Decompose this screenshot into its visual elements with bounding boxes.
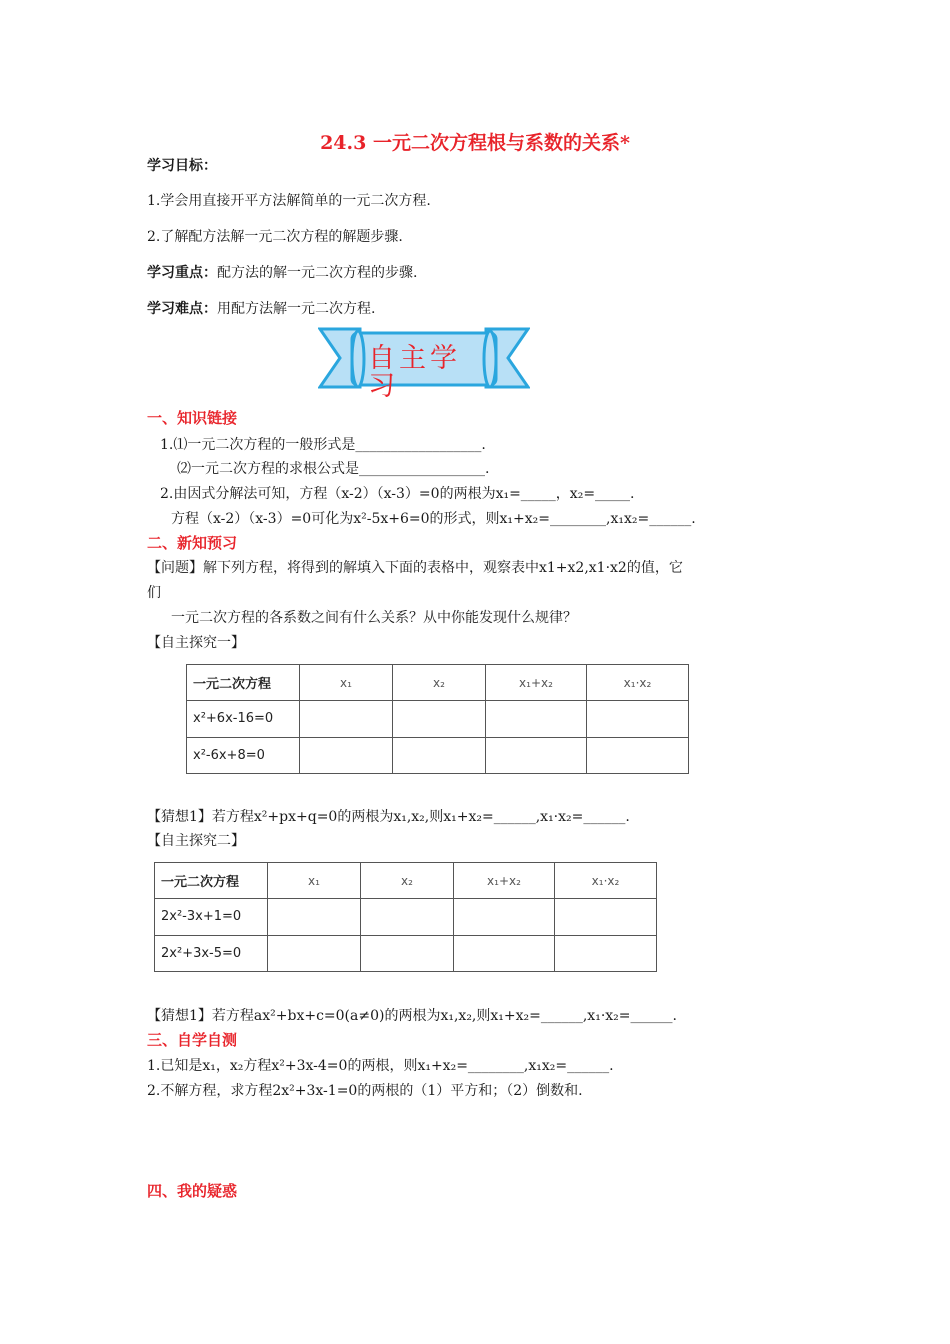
section2-heading: 二、新知预习	[147, 534, 238, 552]
problem-line: 一元二次方程的各系数之间有什么关系？从中你能发现什么规律？	[171, 610, 577, 626]
section3-heading: 三、自学自测	[147, 1031, 238, 1049]
answer-cell	[587, 737, 689, 773]
table-row	[187, 701, 689, 737]
table-header: x₁	[300, 665, 393, 701]
banner-right-curl	[484, 331, 496, 387]
answer-cell	[300, 701, 393, 737]
answer-cell	[268, 935, 361, 971]
table-row	[155, 899, 657, 935]
explore2-label: 【自主探究二】	[147, 833, 245, 849]
problem-line: 们	[147, 585, 161, 601]
answer-cell	[300, 737, 393, 773]
section3-line: 2.不解方程，求方程2x²+3x-1=0的两根的（1）平方和；（2）倒数和.	[147, 1083, 583, 1099]
answer-cell	[454, 935, 555, 971]
section4-heading: 四、我的疑惑	[147, 1182, 238, 1200]
table-header: 一元二次方程	[155, 863, 268, 899]
table-header: x₂	[361, 863, 454, 899]
table-header: 一元二次方程	[187, 665, 300, 701]
self-study-banner	[318, 325, 530, 399]
answer-cell	[555, 899, 657, 935]
answer-cell	[486, 701, 587, 737]
explore1-label: 【自主探究一】	[147, 635, 245, 651]
answer-cell	[268, 899, 361, 935]
answer-cell	[393, 701, 486, 737]
answer-cell	[486, 737, 587, 773]
section1-heading: 一、知识链接	[147, 409, 238, 427]
table-header: x₁·x₂	[587, 665, 689, 701]
section1-line: 1.⑴一元二次方程的一般形式是__________________.	[160, 437, 486, 453]
table-header: x₁+x₂	[486, 665, 587, 701]
table-header: x₂	[393, 665, 486, 701]
page-title: 24.3 一元二次方程根与系数的关系*	[320, 132, 630, 154]
objective-item: 1.学会用直接开平方法解简单的一元二次方程.	[147, 193, 431, 209]
focus-text: 配方法的解一元二次方程的步骤.	[217, 265, 418, 281]
objective-item: 2.了解配方法解一元二次方程的解题步骤.	[147, 229, 403, 245]
table-header: x₁+x₂	[454, 863, 555, 899]
explore2-table	[154, 862, 657, 972]
equation-cell: x²+6x-16=0	[187, 701, 300, 737]
guess1-line: 【猜想1】若方程x²+px+q=0的两根为x₁,x₂,则x₁+x₂=______,x₁·x₂=______.	[147, 809, 630, 825]
answer-cell	[587, 701, 689, 737]
table-row	[187, 737, 689, 773]
table-row	[155, 935, 657, 971]
equation-cell: 2x²+3x-5=0	[155, 935, 268, 971]
answer-cell	[361, 899, 454, 935]
equation-cell: x²-6x+8=0	[187, 737, 300, 773]
objectives-label: 学习目标：	[147, 158, 217, 174]
difficulty-text: 用配方法解一元二次方程.	[217, 301, 376, 317]
banner-text-line1: 自主学	[368, 343, 461, 374]
section1-line: 2.由因式分解法可知，方程（x-2）（x-3）=0的两根为x₁=_____，x₂=_____.	[160, 486, 635, 502]
equation-cell: 2x²-3x+1=0	[155, 899, 268, 935]
table-header: x₁·x₂	[555, 863, 657, 899]
answer-cell	[555, 935, 657, 971]
problem-line: 【问题】解下列方程，将得到的解填入下面的表格中，观察表中x1+x2,x1·x2的值，它	[147, 560, 683, 576]
table-header: x₁	[268, 863, 361, 899]
banner-text-line2: 习	[368, 371, 395, 399]
difficulty-label: 学习难点：	[147, 301, 217, 317]
focus-label: 学习重点：	[147, 265, 217, 281]
difficulty-line	[147, 298, 375, 318]
section3-line: 1.已知是x₁，x₂方程x²+3x-4=0的两根，则x₁+x₂=________,x₁x₂=______.	[147, 1058, 614, 1074]
focus-line	[147, 262, 417, 282]
guess2-line: 【猜想1】若方程ax²+bx+c=0(a≠0)的两根为x₁,x₂,则x₁+x₂=______,x₁·x₂=______.	[147, 1008, 677, 1024]
answer-cell	[393, 737, 486, 773]
answer-cell	[361, 935, 454, 971]
answer-cell	[454, 899, 555, 935]
section1-line: ⑵一元二次方程的求根公式是__________________.	[177, 461, 490, 477]
explore1-table	[186, 664, 689, 774]
banner-left-curl	[352, 331, 364, 387]
section1-line: 方程（x-2）（x-3）=0可化为x²-5x+6=0的形式，则x₁+x₂=________,x₁x₂=______.	[171, 511, 696, 527]
